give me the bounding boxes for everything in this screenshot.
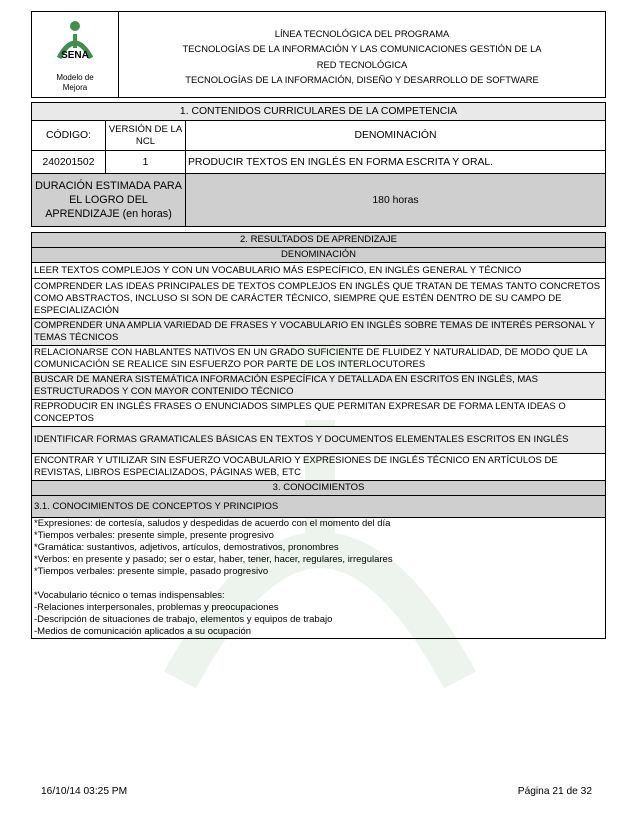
duracion-value: 180 horas [186, 174, 606, 227]
section3-subtitle: 3.1. CONOCIMIENTOS DE CONCEPTOS Y PRINCIPIOS [32, 496, 606, 518]
section2-title: 2. RESULTADOS DE APRENDIZAJE [32, 233, 606, 248]
learning-outcome: ENCONTRAR Y UTILIZAR SIN ESFUERZO VOCABULARIO Y EXPRESIONES DE INGLÉS TÉCNICO EN ARTÍCULOS DE REVISTAS, LIBROS ESPECIALIZADOS, PÁGINAS WEB, ETC [32, 454, 606, 481]
knowledge-line: -Descripción de situaciones de trabajo, elementos y equipos de trabajo [34, 613, 333, 625]
col-denominacion: DENOMINACIÓN [186, 121, 606, 151]
knowledge-line: -Relaciones interpersonales, problemas y preocupaciones [34, 601, 279, 613]
header-table [31, 11, 606, 98]
footer-page: Página 21 de 32 [517, 786, 592, 797]
codigo-value: 240201502 [32, 151, 106, 174]
knowledge-line: *Tiempos verbales: presente simple, presente progresivo [34, 530, 274, 541]
program-line: RED TECNOLÓGICA [316, 58, 408, 70]
col-codigo: CÓDIGO: [32, 121, 106, 151]
logo-text: SENA [61, 50, 89, 61]
learning-outcome: COMPRENDER UNA AMPLIA VARIEDAD DE FRASES Y VOCABULARIO EN INGLÉS SOBRE TEMAS DE INTERÉS PERSONAL Y TEMAS TÉCNICOS [32, 319, 606, 346]
learning-outcome: BUSCAR DE MANERA SISTEMÁTICA INFORMACIÓN ESPECÍFICA Y DETALLADA EN ESCRITOS EN INGLÉS, MAS ESTRUCTURADOS Y CON MAYOR CONTENIDO TÉCNICO [32, 373, 606, 400]
denominacion-value: PRODUCIR TEXTOS EN INGLÉS EN FORMA ESCRITA Y ORAL. [186, 151, 606, 174]
section1-table [31, 102, 606, 227]
knowledge-line: *Gramática: sustantivos, adjetivos, artículos, demostrativos, pronombres [34, 542, 339, 553]
col-version: VERSIÓN DE LA NCL [106, 121, 186, 151]
section1-title: 1. CONTENIDOS CURRICULARES DE LA COMPETENCIA [32, 103, 606, 121]
knowledge-line: -Medios de comunicación aplicados a su ocupación [34, 625, 252, 637]
knowledge-line [34, 578, 603, 590]
learning-outcome: RELACIONARSE CON HABLANTES NATIVOS EN UN GRADO SUFICIENTE DE FLUIDEZ Y NATURALIDAD, DE MODO QUE LA COMUNICACIÓN SE REALICE SIN ESFUERZO POR PARTE DE LOS INTERLOCUTORES [32, 346, 606, 373]
section3-title: 3. CONOCIMIENTOS [32, 481, 606, 496]
knowledge-line: *Vocabulario técnico o temas indispensables: [34, 589, 225, 601]
learning-outcome: COMPRENDER LAS IDEAS PRINCIPALES DE TEXTOS COMPLEJOS EN INGLÉS QUE TRATAN DE TEMAS TANTO CONCRETOS COMO ABSTRACTOS, INCLUSO SI SON DE CARÁCTER TÉCNICO, SIEMPRE QUE ESTÉN DENTRO DE SU CAMPO DE ESPECIALIZACIÓN [32, 279, 606, 319]
document [31, 11, 606, 639]
logo-cell [32, 12, 119, 98]
section2-subtitle: DENOMINACIÓN [32, 248, 606, 263]
duracion-label: DURACIÓN ESTIMADA PARA EL LOGRO DEL APRENDIZAJE (en horas) [32, 174, 186, 227]
model-label: Modelo de Mejora [56, 73, 94, 92]
knowledge-content [32, 518, 606, 639]
sena-logo [53, 18, 97, 62]
section2-table [31, 232, 606, 639]
knowledge-line: *Tiempos verbales: presente simple, pasado progresivo [34, 566, 269, 577]
version-value: 1 [106, 151, 186, 174]
program-line: LÍNEA TECNOLÓGICA DEL PROGRAMA [274, 27, 450, 39]
program-lines [119, 12, 606, 98]
footer-timestamp: 16/10/14 03:25 PM [41, 786, 128, 797]
program-line: TECNOLOGÍAS DE LA INFORMACIÓN, DISEÑO Y DESARROLLO DE SOFTWARE [185, 74, 539, 85]
learning-outcome: REPRODUCIR EN INGLÉS FRASES O ENUNCIADOS SIMPLES QUE PERMITAN EXPRESAR DE FORMA LENTA IDEAS O CONCEPTOS [32, 400, 606, 427]
knowledge-line: *Verbos: en presente y pasado; ser o estar, haber, tener, hacer, regulares, irregulares [34, 554, 393, 565]
knowledge-line: *Expresiones: de cortesía, saludos y despedidas de acuerdo con el momento del día [34, 518, 391, 529]
learning-outcome: IDENTIFICAR FORMAS GRAMATICALES BÁSICAS EN TEXTOS Y DOCUMENTOS ELEMENTALES ESCRITOS EN INGLÉS [32, 427, 606, 454]
learning-outcome: LEER TEXTOS COMPLEJOS Y CON UN VOCABULARIO MÁS ESPECÍFICO, EN INGLÉS GENERAL Y TÉCNICO [32, 263, 606, 279]
program-line: TECNOLOGÍAS DE LA INFORMACIÓN Y LAS COMUNICACIONES GESTIÓN DE LA [182, 43, 542, 54]
